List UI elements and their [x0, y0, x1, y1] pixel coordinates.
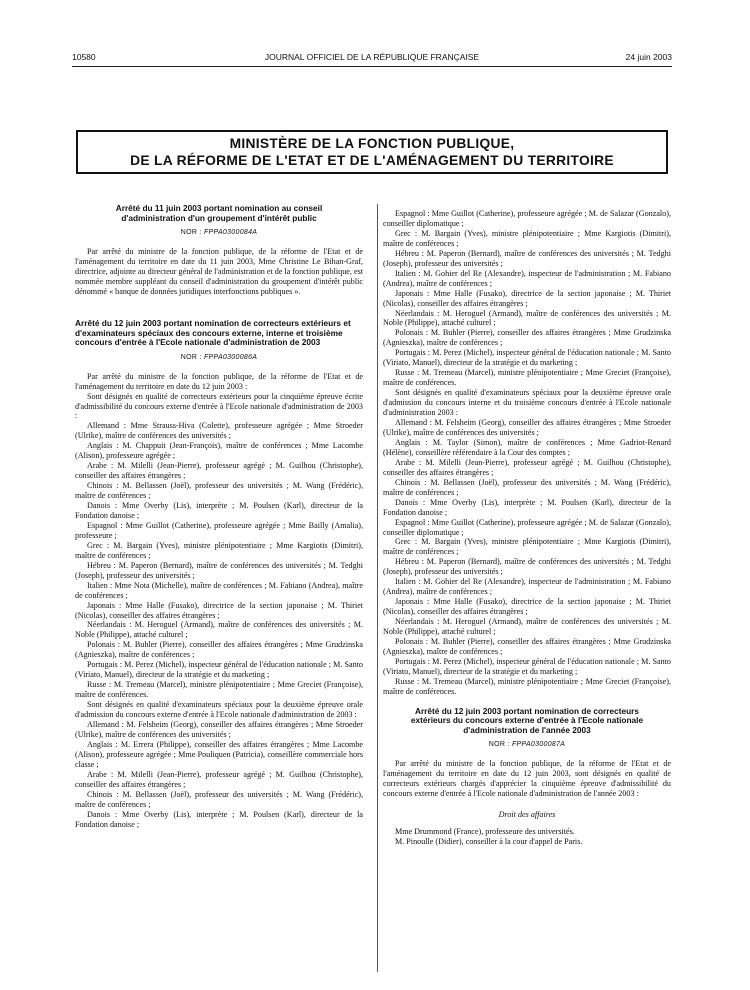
- paragraph: Japonais : Mme Halle (Fusako), directrice de la section japonaise ; M. Thiriet (Nicolas), conseiller des affaires étrangères ;: [383, 597, 671, 617]
- column-divider: [377, 204, 378, 972]
- paragraph: Néerlandais : M. Heroguel (Armand), maître de conférences des universités ; M. Noble (Philippe), attaché culturel ;: [75, 620, 363, 640]
- paragraph: Anglais : M. Errera (Philippe), conseiller des affaires étrangères ; Mme Lacombe (Alison), professeure agrégée ; Mme Pouliquen (Patricia), conseillère commerciale hors classe ;: [75, 739, 363, 769]
- paragraph: Espagnol : Mme Guillot (Catherine), professeure agrégée ; Mme Bailly (Amalia), professeure ;: [75, 520, 363, 540]
- paragraph: Danois : Mme Overby (Lis), interprète ; M. Poulsen (Karl), directeur de la Fondation danoise ;: [75, 501, 363, 520]
- running-header: [72, 52, 672, 64]
- paragraph: Allemand : M. Felsheim (Georg), conseiller des affaires étrangères ; Mme Stroeder (Ulrike), maître de conférences des universités ;: [383, 418, 671, 437]
- paragraph: Polonais : M. Buhler (Pierre), conseiller des affaires étrangères ; Mme Grudzinska (Agnieszka), maître de conférences ;: [383, 328, 671, 348]
- paragraph: Par arrêté du ministre de la fonction publique, de la réforme de l'Etat et de l'aménagement du territoire en date du 11 juin 2003, Mme Christine Le Bihan-Graf, directrice, adjointe au directeur général de l'administration et de la fonction publique, est nommée membre suppléant du conseil d'administration du groupement d'intérêt public dénommé « banque de données juridiques interfonctions publiques ».: [75, 247, 363, 296]
- paragraph: Chinois : M. Bellassen (Joël), professeur des universités ; M. Wang (Frédéric), maître de conférences ;: [75, 481, 363, 501]
- paragraph: Hébreu : M. Paperon (Bernard), maître de conférences des universités ; M. Tedghi (Joseph), professeur des universités ;: [75, 560, 363, 580]
- ministry-banner: [76, 130, 668, 174]
- paragraph: Hébreu : M. Paperon (Bernard), maître de conférences des universités ; M. Tedghi (Joseph), professeur des universités ;: [383, 248, 671, 268]
- nor-reference: [383, 740, 671, 750]
- paragraph: Anglais : M. Taylor (Simon), maître de conférences ; Mme Gadriot-Renard (Hélène), conseillère référendaire à la Cour des comptes ;: [383, 437, 671, 457]
- paragraph: Sont désignés en qualité d'examinateurs spéciaux pour la deuxième épreuve orale d'admission du concours interne et du troisième concours d'entrée à l'Ecole nationale d'administration 2003 :: [383, 388, 671, 418]
- paragraph: Chinois : M. Bellassen (Joël), professeur des universités ; M. Wang (Frédéric), maître de conférences ;: [383, 477, 671, 497]
- section-heading: Droit des affaires: [498, 810, 556, 820]
- article-title: Arrêté du 12 juin 2003 portant nomination de correcteurs extérieurs et d'examinateurs spéciaux des concours externe, interne et troisième concours d'entrée à l'Ecole nationale d'administration de 2003: [75, 317, 351, 348]
- right-column: [383, 209, 671, 847]
- paragraph: Sont désignés en qualité d'examinateurs spéciaux pour la deuxième épreuve orale d'admission du concours externe d'entrée à l'Ecole nationale d'administration de 2003 :: [75, 700, 363, 720]
- nor-code: FPPA0300086A: [203, 353, 258, 361]
- paragraph: Polonais : M. Buhler (Pierre), conseiller des affaires étrangères ; Mme Grudzinska (Agnieszka), maître de conférences ;: [383, 636, 671, 656]
- paragraph: Par arrêté du ministre de la fonction publique, de la réforme de l'Etat et de l'aménagement du territoire en date du 12 juin 2003 :: [75, 371, 363, 391]
- paragraph: Arabe : M. Milelli (Jean-Pierre), professeur agrégé ; M. Guilhou (Christophe), conseiller des affaires étrangères ;: [383, 457, 671, 477]
- nor-label: NOR :: [488, 741, 510, 749]
- ministry-title-line-1: MINISTÈRE DE LA FONCTION PUBLIQUE,: [229, 136, 515, 151]
- paragraph: Italien : Mme Nota (Michelle), maître de conférences ; M. Fabiano (Andrea), maître de conférences ;: [75, 580, 363, 600]
- paragraph: Italien : M. Gohier del Re (Alexandre), inspecteur de l'administration ; M. Fabiano (Andrea), maître de conférences ;: [383, 268, 671, 288]
- nor-code: FPPA0300087A: [511, 741, 566, 749]
- paragraph: Danois : Mme Overby (Lis), interprète ; M. Poulsen (Karl), directeur de la Fondation danoise ;: [75, 809, 363, 829]
- paragraph: Sont désignés en qualité de correcteurs extérieurs pour la cinquième épreuve écrite d'admissibilité du concours externe d'entrée à l'Ecole nationale d'administration de 2003 :: [75, 391, 363, 421]
- journal-title: JOURNAL OFFICIEL DE LA RÉPUBLIQUE FRANÇAISE: [264, 52, 480, 62]
- header-rule: [72, 66, 672, 67]
- left-column: [75, 204, 363, 829]
- paragraph: Néerlandais : M. Heroguel (Armand), maître de conférences des universités ; M. Noble (Philippe), attaché culturel ;: [383, 308, 671, 328]
- paragraph: Espagnol : Mme Guillot (Catherine), professeure agrégée ; M. de Salazar (Gonzalo), conseiller diplomatique ;: [383, 209, 671, 228]
- paragraph: Japonais : Mme Halle (Fusako), directrice de la section japonaise ; M. Thiriet (Nicolas), conseiller des affaires étrangères ;: [75, 600, 363, 620]
- paragraph: Grec : M. Bargain (Yves), ministre plénipotentiaire ; Mme Kargiotis (Dimitri), maître de conférences ;: [383, 537, 671, 557]
- paragraph: Japonais : Mme Halle (Fusako), directrice de la section japonaise ; M. Thiriet (Nicolas), conseiller des affaires étrangères ;: [383, 288, 671, 308]
- paragraph: Arabe : M. Milelli (Jean-Pierre), professeur agrégé ; M. Guilhou (Christophe), conseiller des affaires étrangères ;: [75, 461, 363, 481]
- issue-date: 24 juin 2003: [625, 52, 672, 62]
- nor-label: NOR :: [180, 353, 202, 361]
- paragraph: Allemand : M. Felsheim (Georg), conseiller des affaires étrangères ; Mme Stroeder (Ulrike), maître de conférences des universités ;: [75, 720, 363, 739]
- paragraph: Russe : M. Tremeau (Marcel), ministre plénipotentiaire ; Mme Greciet (Françoise), maître de conférences.: [383, 368, 671, 388]
- paragraph: Italien : M. Gohier del Re (Alexandre), inspecteur de l'administration ; M. Fabiano (Andrea), maître de conférences ;: [383, 577, 671, 597]
- nor-code: FPPA0300084A: [203, 229, 258, 237]
- paragraph: Grec : M. Bargain (Yves), ministre plénipotentiaire ; Mme Kargiotis (Dimitri), maître de conférences ;: [383, 228, 671, 248]
- nor-label: NOR :: [180, 229, 202, 237]
- paragraph: Arabe : M. Milelli (Jean-Pierre), professeur agrégé ; M. Guilhou (Christophe), conseiller des affaires étrangères ;: [75, 769, 363, 789]
- paragraph: Néerlandais : M. Heroguel (Armand), maître de conférences des universités ; M. Noble (Philippe), attaché culturel ;: [383, 617, 671, 637]
- paragraph: Chinois : M. Bellassen (Joël), professeur des universités ; M. Wang (Frédéric), maître de conférences ;: [75, 789, 363, 809]
- paragraph: Espagnol : Mme Guillot (Catherine), professeure agrégée ; M. de Salazar (Gonzalo), conseiller diplomatique ;: [383, 517, 671, 537]
- paragraph: Par arrêté du ministre de la fonction publique, de la réforme de l'Etat et de l'aménagement du territoire en date du 12 juin 2003, sont désignés en qualité de correcteurs extérieurs chargés d'apprécier la cinquième épreuve d'admissibilité du concours externe d'entrée à l'Ecole nationale d'administration de l'année 2003 :: [383, 759, 671, 799]
- article-title: Arrêté du 12 juin 2003 portant nomination de correcteurs extérieurs du concours externe d'entrée à l'Ecole nationale d'administration de l'année 2003: [410, 705, 644, 735]
- paragraph: Portugais : M. Perez (Michel), inspecteur général de l'éducation nationale ; M. Santo (Viriato, Manuel), directeur de la stratégie et du marketing ;: [383, 348, 671, 368]
- paragraph: Portugais : M. Perez (Michel), inspecteur général de l'éducation nationale ; M. Santo (Viriato, Manuel), directeur de la stratégie et du marketing ;: [75, 660, 363, 680]
- paragraph: Russe : M. Tremeau (Marcel), ministre plénipotentiaire ; Mme Greciet (Françoise), maître de conférences.: [75, 680, 363, 700]
- paragraph: Anglais : M. Chappuit (Jean-François), maître de conférences ; Mme Lacombe (Alison), professeure agrégée ;: [75, 441, 363, 461]
- paragraph: Polonais : M. Buhler (Pierre), conseiller des affaires étrangères ; Mme Grudzinska (Agnieszka), maître de conférences ;: [75, 640, 363, 660]
- paragraph: Hébreu : M. Paperon (Bernard), maître de conférences des universités ; M. Tedghi (Joseph), professeur des universités ;: [383, 557, 671, 577]
- paragraph: Allemand : Mme Strauss-Hiva (Colette), professeure agrégée ; Mme Stroeder (Ulrike), maître de conférences des universités ;: [75, 421, 363, 441]
- paragraph: Mme Drummond (France), professeure des universités.: [395, 827, 575, 837]
- nor-reference: [75, 353, 363, 363]
- paragraph: Grec : M. Bargain (Yves), ministre plénipotentiaire ; Mme Kargiotis (Dimitri), maître de conférences ;: [75, 540, 363, 560]
- paragraph: Portugais : M. Perez (Michel), inspecteur général de l'éducation nationale ; M. Santo (Viriato, Manuel), directeur de la stratégie et du marketing ;: [383, 656, 671, 676]
- nor-reference: [75, 228, 363, 238]
- spacer: [75, 297, 363, 319]
- paragraph: Danois : Mme Overby (Lis), interprète ; M. Poulsen (Karl), directeur de la Fondation danoise ;: [383, 497, 671, 517]
- page-number: 10580: [72, 52, 96, 62]
- paragraph: M. Pinoulle (Didier), conseiller à la cour d'appel de Paris.: [395, 837, 583, 847]
- ministry-title-line-2: DE LA RÉFORME DE L'ETAT ET DE L'AMÉNAGEMENT DU TERRITOIRE: [130, 153, 614, 168]
- paragraph: Russe : M. Tremeau (Marcel), ministre plénipotentiaire ; Mme Greciet (Françoise), maître de conférences.: [383, 676, 671, 696]
- article-title: Arrêté du 11 juin 2003 portant nomination au conseil d'administration d'un groupement d'intérêt public: [115, 203, 323, 223]
